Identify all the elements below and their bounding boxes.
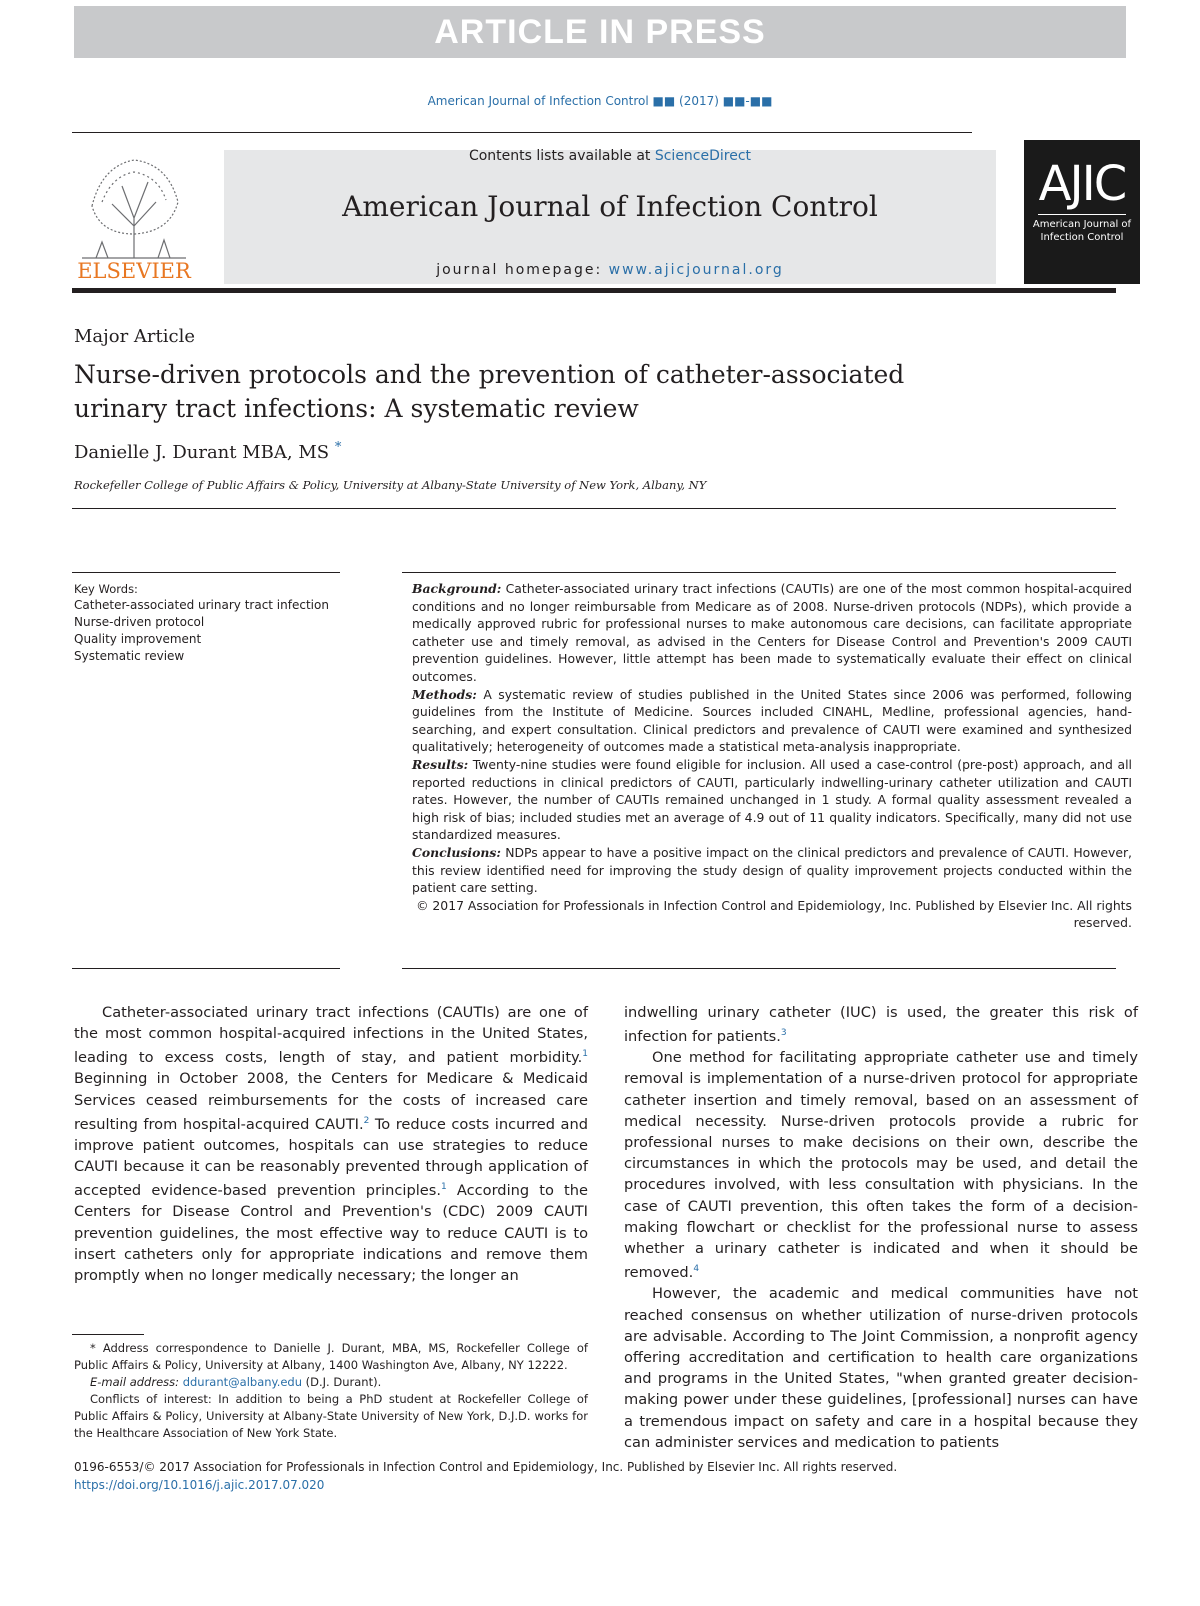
author-affiliation: Rockefeller College of Public Affairs & Policy, University at Albany-State University of New York, Albany, NY xyxy=(74,478,707,492)
keyword-item: Quality improvement xyxy=(74,632,202,646)
contents-lists-line xyxy=(224,148,996,164)
article-title: Nurse-driven protocols and the prevention of catheter-associated urinary tract infections: A systematic review xyxy=(74,360,905,423)
contents-prefix: Contents lists available at xyxy=(468,148,655,164)
journal-citation[interactable]: American Journal of Infection Control ■■ (2017) ■■-■■ xyxy=(427,94,773,108)
abstract-methods xyxy=(412,686,1132,756)
abstract-background xyxy=(412,580,1132,686)
header-top-rule xyxy=(72,132,972,133)
header-thick-rule xyxy=(72,288,1116,293)
reference-link[interactable]: 3 xyxy=(780,1028,787,1039)
body-paragraph xyxy=(74,1002,588,1286)
ajic-logo-subtitle: American Journal of Infection Control xyxy=(1032,219,1132,243)
ajic-logo-letters: AJIC xyxy=(1038,156,1126,212)
methods-text: A systematic review of studies published in the United States since 2006 was performed, following guidelines from the Institute of Medicine. Sources included CINAHL, Medline, professional agencies, hand-searching, and expert consultation. Clinical predictors and prevalence of CAUTI were examined and synthesized qualitatively; heterogeneity of outcomes made a statistical meta-analysis inappropriate. xyxy=(412,686,1132,755)
author-line xyxy=(74,440,341,463)
body-paragraph xyxy=(624,1002,1138,1047)
abstract-bottom-rule xyxy=(402,968,1116,969)
keyword-item: Nurse-driven protocol xyxy=(74,615,205,629)
abstract-top-rule xyxy=(402,572,1116,573)
keywords-top-rule xyxy=(72,572,340,573)
background-label: Background: xyxy=(412,581,502,596)
ajic-logo[interactable] xyxy=(1024,140,1140,284)
body-text: Beginning in October 2008, the Centers for Medicare & Medicaid Services ceased reimbursements for the costs of increased care resulting from hospital-acquired CAUTI. xyxy=(74,1070,588,1133)
title-bottom-rule xyxy=(72,508,1116,509)
abstract xyxy=(412,580,1132,932)
body-paragraph xyxy=(624,1047,1138,1283)
sciencedirect-link[interactable]: ScienceDirect xyxy=(654,148,752,164)
email-footnote xyxy=(74,1374,588,1391)
reference-link[interactable]: 1 xyxy=(582,1049,588,1060)
keyword-item: Catheter-associated urinary tract infection xyxy=(74,598,329,612)
elsevier-wordmark: ELSEVIER xyxy=(77,259,191,283)
abstract-conclusions xyxy=(412,844,1132,897)
abstract-results xyxy=(412,756,1132,844)
author-name: Danielle J. Durant MBA, MS xyxy=(74,442,330,463)
conflicts-footnote: Conflicts of interest: In addition to being a PhD student at Rockefeller College of Public Affairs & Policy, University at Albany-State University of New York, D.J.D. works for the Healthcare Association of New York State. xyxy=(74,1392,588,1440)
body-text: To reduce costs incurred and improve patient outcomes, hospitals can use strategies to reduce CAUTI because it can be reasonably prevented through application of accepted evidence-based prevention principles. xyxy=(74,1115,588,1200)
reference-link[interactable]: 2 xyxy=(363,1115,370,1126)
article-in-press-banner: ARTICLE IN PRESS xyxy=(74,6,1126,58)
methods-label: Methods: xyxy=(412,686,477,702)
results-text: Twenty-nine studies were found eligible for inclusion. All used a case-control (pre-post) approach, and all reported reductions in clinical predictors of CAUTI, particularly indwelling-urinary catheter utilization and CAUTI rates. However, the number of CAUTIs remained unchanged in 1 study. A formal quality assessment revealed a high risk of bias; included studies met an average of 4.9 out of 11 quality indicators. Specifically, many did not use standardized measures. xyxy=(412,756,1132,843)
homepage-prefix: journal homepage: xyxy=(436,262,609,278)
homepage-link[interactable]: www.ajicjournal.org xyxy=(608,262,784,278)
reference-link[interactable]: 1 xyxy=(441,1182,447,1193)
background-text: Catheter-associated urinary tract infections (CAUTIs) are one of the most common hospital-acquired conditions and no longer reimbursable from Medicare as of 2008. Nurse-driven protocols (NDPs), which provide a medically approved rubric for professional nurses to make autonomous care decisions, can facilitate appropriate catheter use and timely removal, as advised in the Centers for Disease Control and Prevention's 2009 CAUTI prevention guidelines. However, little attempt has been made to systematically evaluate their effect on clinical outcomes. xyxy=(412,581,1132,684)
footnote-mark: * xyxy=(90,1341,96,1355)
keyword-item: Systematic review xyxy=(74,649,185,663)
journal-name: American Journal of Infection Control xyxy=(342,190,878,223)
email-suffix: (D.J. Durant). xyxy=(302,1375,382,1389)
body-text: According to the Centers for Disease Control and Prevention's (CDC) 2009 CAUTI prevention guidelines, the most effective way to reduce CAUTI is to insert catheters only for appropriate indications and remove them promptly when no longer medically necessary; the longer an xyxy=(74,1182,588,1285)
keywords-heading: Key Words: xyxy=(74,582,138,596)
footnotes xyxy=(74,1340,588,1442)
correspondence-footnote xyxy=(74,1340,588,1374)
elsevier-logo[interactable] xyxy=(72,146,196,286)
email-label: E-mail address: xyxy=(90,1375,183,1389)
body-column-left xyxy=(74,1002,588,1286)
keywords-bottom-rule xyxy=(72,968,340,969)
abstract-copyright: © 2017 Association for Professionals in Infection Control and Epidemiology, Inc. Published by Elsevier Inc. All rights reserved. xyxy=(416,897,1132,931)
journal-homepage-line xyxy=(224,262,996,278)
body-text: Catheter-associated urinary tract infections (CAUTIs) are one of the most common hospital-acquired infections in the United States, leading to excess costs, length of stay, and patient morbidity. xyxy=(74,1004,588,1067)
results-label: Results: xyxy=(412,756,469,772)
footnote-rule xyxy=(72,1334,144,1335)
article-type: Major Article xyxy=(74,326,195,347)
body-text: One method for facilitating appropriate catheter use and timely removal is implementation of a nurse-driven protocol for appropriate catheter insertion and timely removal, based on an assessment of medical necessity. Nurse-driven protocols provide a rubric for professional nurses to make decisions on their own, describe the circumstances in which the protocols may be used, and detail the procedures involved, with less consultation with physicians. In the case of CAUTI prevention, this often takes the form of a decision-making flowchart or checklist for the professional nurse to assess whether a urinary catheter is indicated and when it should be removed. xyxy=(624,1049,1138,1282)
correspondence-text: Address correspondence to Danielle J. Durant, MBA, MS, Rockefeller College of Public Affairs & Policy, University at Albany, 1400 Washington Ave, Albany, NY 12222. xyxy=(74,1341,588,1372)
conclusions-text: NDPs appear to have a positive impact on the clinical predictors and prevalence of CAUTI. However, this review identified need for improving the study design of quality improvement projects conducted within the patient care setting. xyxy=(412,844,1132,896)
conclusions-label: Conclusions: xyxy=(412,844,501,860)
reference-link[interactable]: 4 xyxy=(693,1264,700,1275)
issn-copyright-notice: 0196-6553/© 2017 Association for Professionals in Infection Control and Epidemiology, Inc. Published by Elsevier Inc. All rights reserved. xyxy=(74,1460,898,1474)
body-paragraph: However, the academic and medical communities have not reached consensus on whether utilization of nurse-driven protocols are advisable. According to The Joint Commission, a nonprofit agency offering accreditation and certification to health care organizations and programs in the United States, "when granted greater decision-making power under these guidelines, [professional] nurses can have a tremendous impact on safety and care in a hospital because they can administer services and medication to patients xyxy=(624,1285,1138,1451)
author-footnote-mark[interactable]: * xyxy=(334,440,342,455)
ajic-logo-rule xyxy=(1038,214,1126,215)
email-link[interactable]: ddurant@albany.edu xyxy=(182,1375,303,1389)
body-column-right xyxy=(624,1002,1138,1453)
doi-link[interactable]: https://doi.org/10.1016/j.ajic.2017.07.020 xyxy=(74,1478,325,1492)
body-text: indwelling urinary catheter (IUC) is used, the greater this risk of infection for patients. xyxy=(624,1004,1138,1046)
